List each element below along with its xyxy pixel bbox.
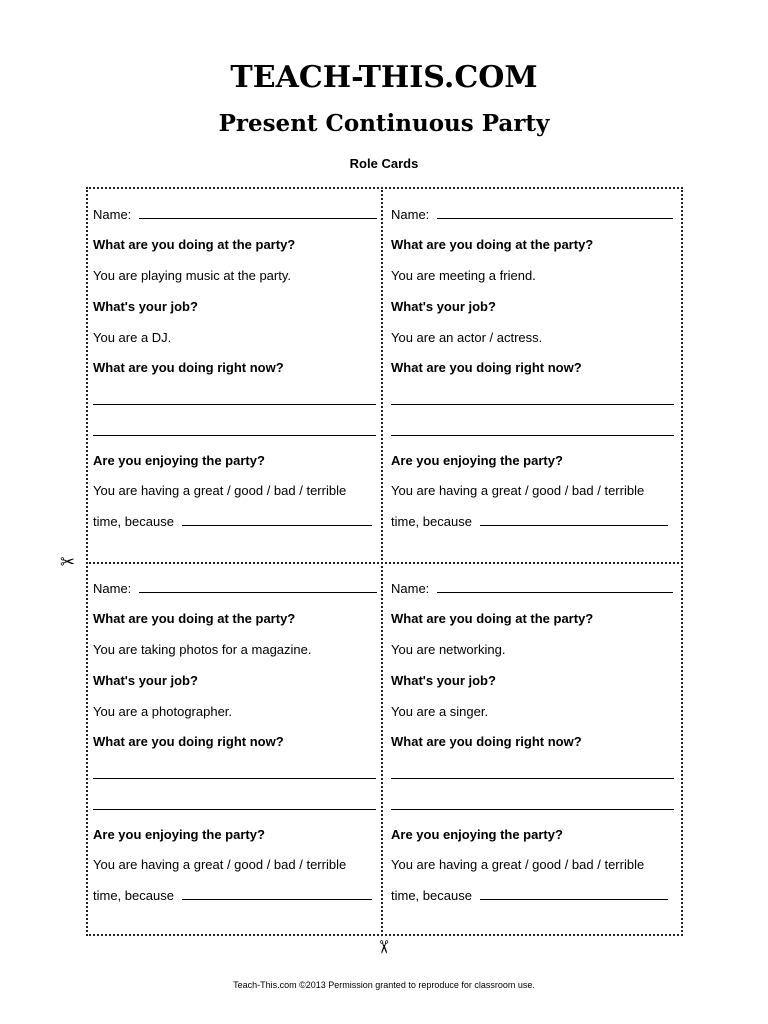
- question-job: What's your job?: [391, 673, 496, 688]
- because-field[interactable]: [480, 889, 668, 900]
- footer-note: Teach-This.com ©2013 Permission granted to reproduce for classroom use.: [233, 980, 535, 990]
- because-label: time, because: [391, 888, 472, 903]
- answer-line[interactable]: [391, 404, 674, 405]
- answer-line[interactable]: [93, 435, 376, 436]
- answer-line[interactable]: [93, 404, 376, 405]
- section-label: Role Cards: [349, 156, 419, 171]
- answer-line[interactable]: [391, 809, 674, 810]
- question-doing: What are you doing at the party?: [391, 611, 594, 626]
- question-job: What's your job?: [93, 673, 198, 688]
- answer-job: You are a DJ.: [93, 330, 172, 345]
- answer-enjoying: You are having a great / good / bad / terrible: [93, 483, 347, 498]
- answer-enjoying: You are having a great / good / bad / terrible: [93, 857, 347, 872]
- name-label: Name:: [391, 207, 430, 222]
- because-label: time, because: [93, 514, 174, 529]
- site-title: TEACH-THIS.COM: [230, 60, 538, 95]
- name-label: Name:: [93, 207, 132, 222]
- because-label: time, because: [93, 888, 174, 903]
- horizontal-cut-line: [86, 562, 683, 564]
- answer-line[interactable]: [391, 435, 674, 436]
- answer-line[interactable]: [391, 778, 674, 779]
- question-enjoying: Are you enjoying the party?: [391, 453, 563, 468]
- answer-doing: You are meeting a friend.: [391, 268, 536, 283]
- question-job: What's your job?: [93, 299, 198, 314]
- question-job: What's your job?: [391, 299, 496, 314]
- name-field[interactable]: [437, 582, 673, 593]
- answer-line[interactable]: [93, 778, 376, 779]
- name-label: Name:: [391, 581, 430, 596]
- question-right-now: What are you doing right now?: [391, 734, 582, 749]
- name-field[interactable]: [437, 208, 673, 219]
- because-field[interactable]: [182, 515, 372, 526]
- name-field[interactable]: [139, 582, 377, 593]
- because-field[interactable]: [182, 889, 372, 900]
- answer-doing: You are playing music at the party.: [93, 268, 292, 283]
- because-label: time, because: [391, 514, 472, 529]
- question-enjoying: Are you enjoying the party?: [93, 453, 265, 468]
- scissors-icon: ✂: [60, 552, 76, 573]
- answer-job: You are a singer.: [391, 704, 489, 719]
- scissors-icon: ✂: [372, 939, 394, 955]
- question-right-now: What are you doing right now?: [93, 734, 284, 749]
- question-right-now: What are you doing right now?: [93, 360, 284, 375]
- answer-enjoying: You are having a great / good / bad / terrible: [391, 483, 645, 498]
- name-field[interactable]: [139, 208, 377, 219]
- question-doing: What are you doing at the party?: [93, 237, 296, 252]
- question-doing: What are you doing at the party?: [93, 611, 296, 626]
- worksheet-title: Present Continuous Party: [218, 110, 550, 137]
- question-enjoying: Are you enjoying the party?: [391, 827, 563, 842]
- answer-doing: You are networking.: [391, 642, 506, 657]
- answer-enjoying: You are having a great / good / bad / terrible: [391, 857, 645, 872]
- answer-job: You are an actor / actress.: [391, 330, 543, 345]
- answer-line[interactable]: [93, 809, 376, 810]
- answer-doing: You are taking photos for a magazine.: [93, 642, 312, 657]
- question-doing: What are you doing at the party?: [391, 237, 594, 252]
- name-label: Name:: [93, 581, 132, 596]
- question-enjoying: Are you enjoying the party?: [93, 827, 265, 842]
- question-right-now: What are you doing right now?: [391, 360, 582, 375]
- because-field[interactable]: [480, 515, 668, 526]
- answer-job: You are a photographer.: [93, 704, 233, 719]
